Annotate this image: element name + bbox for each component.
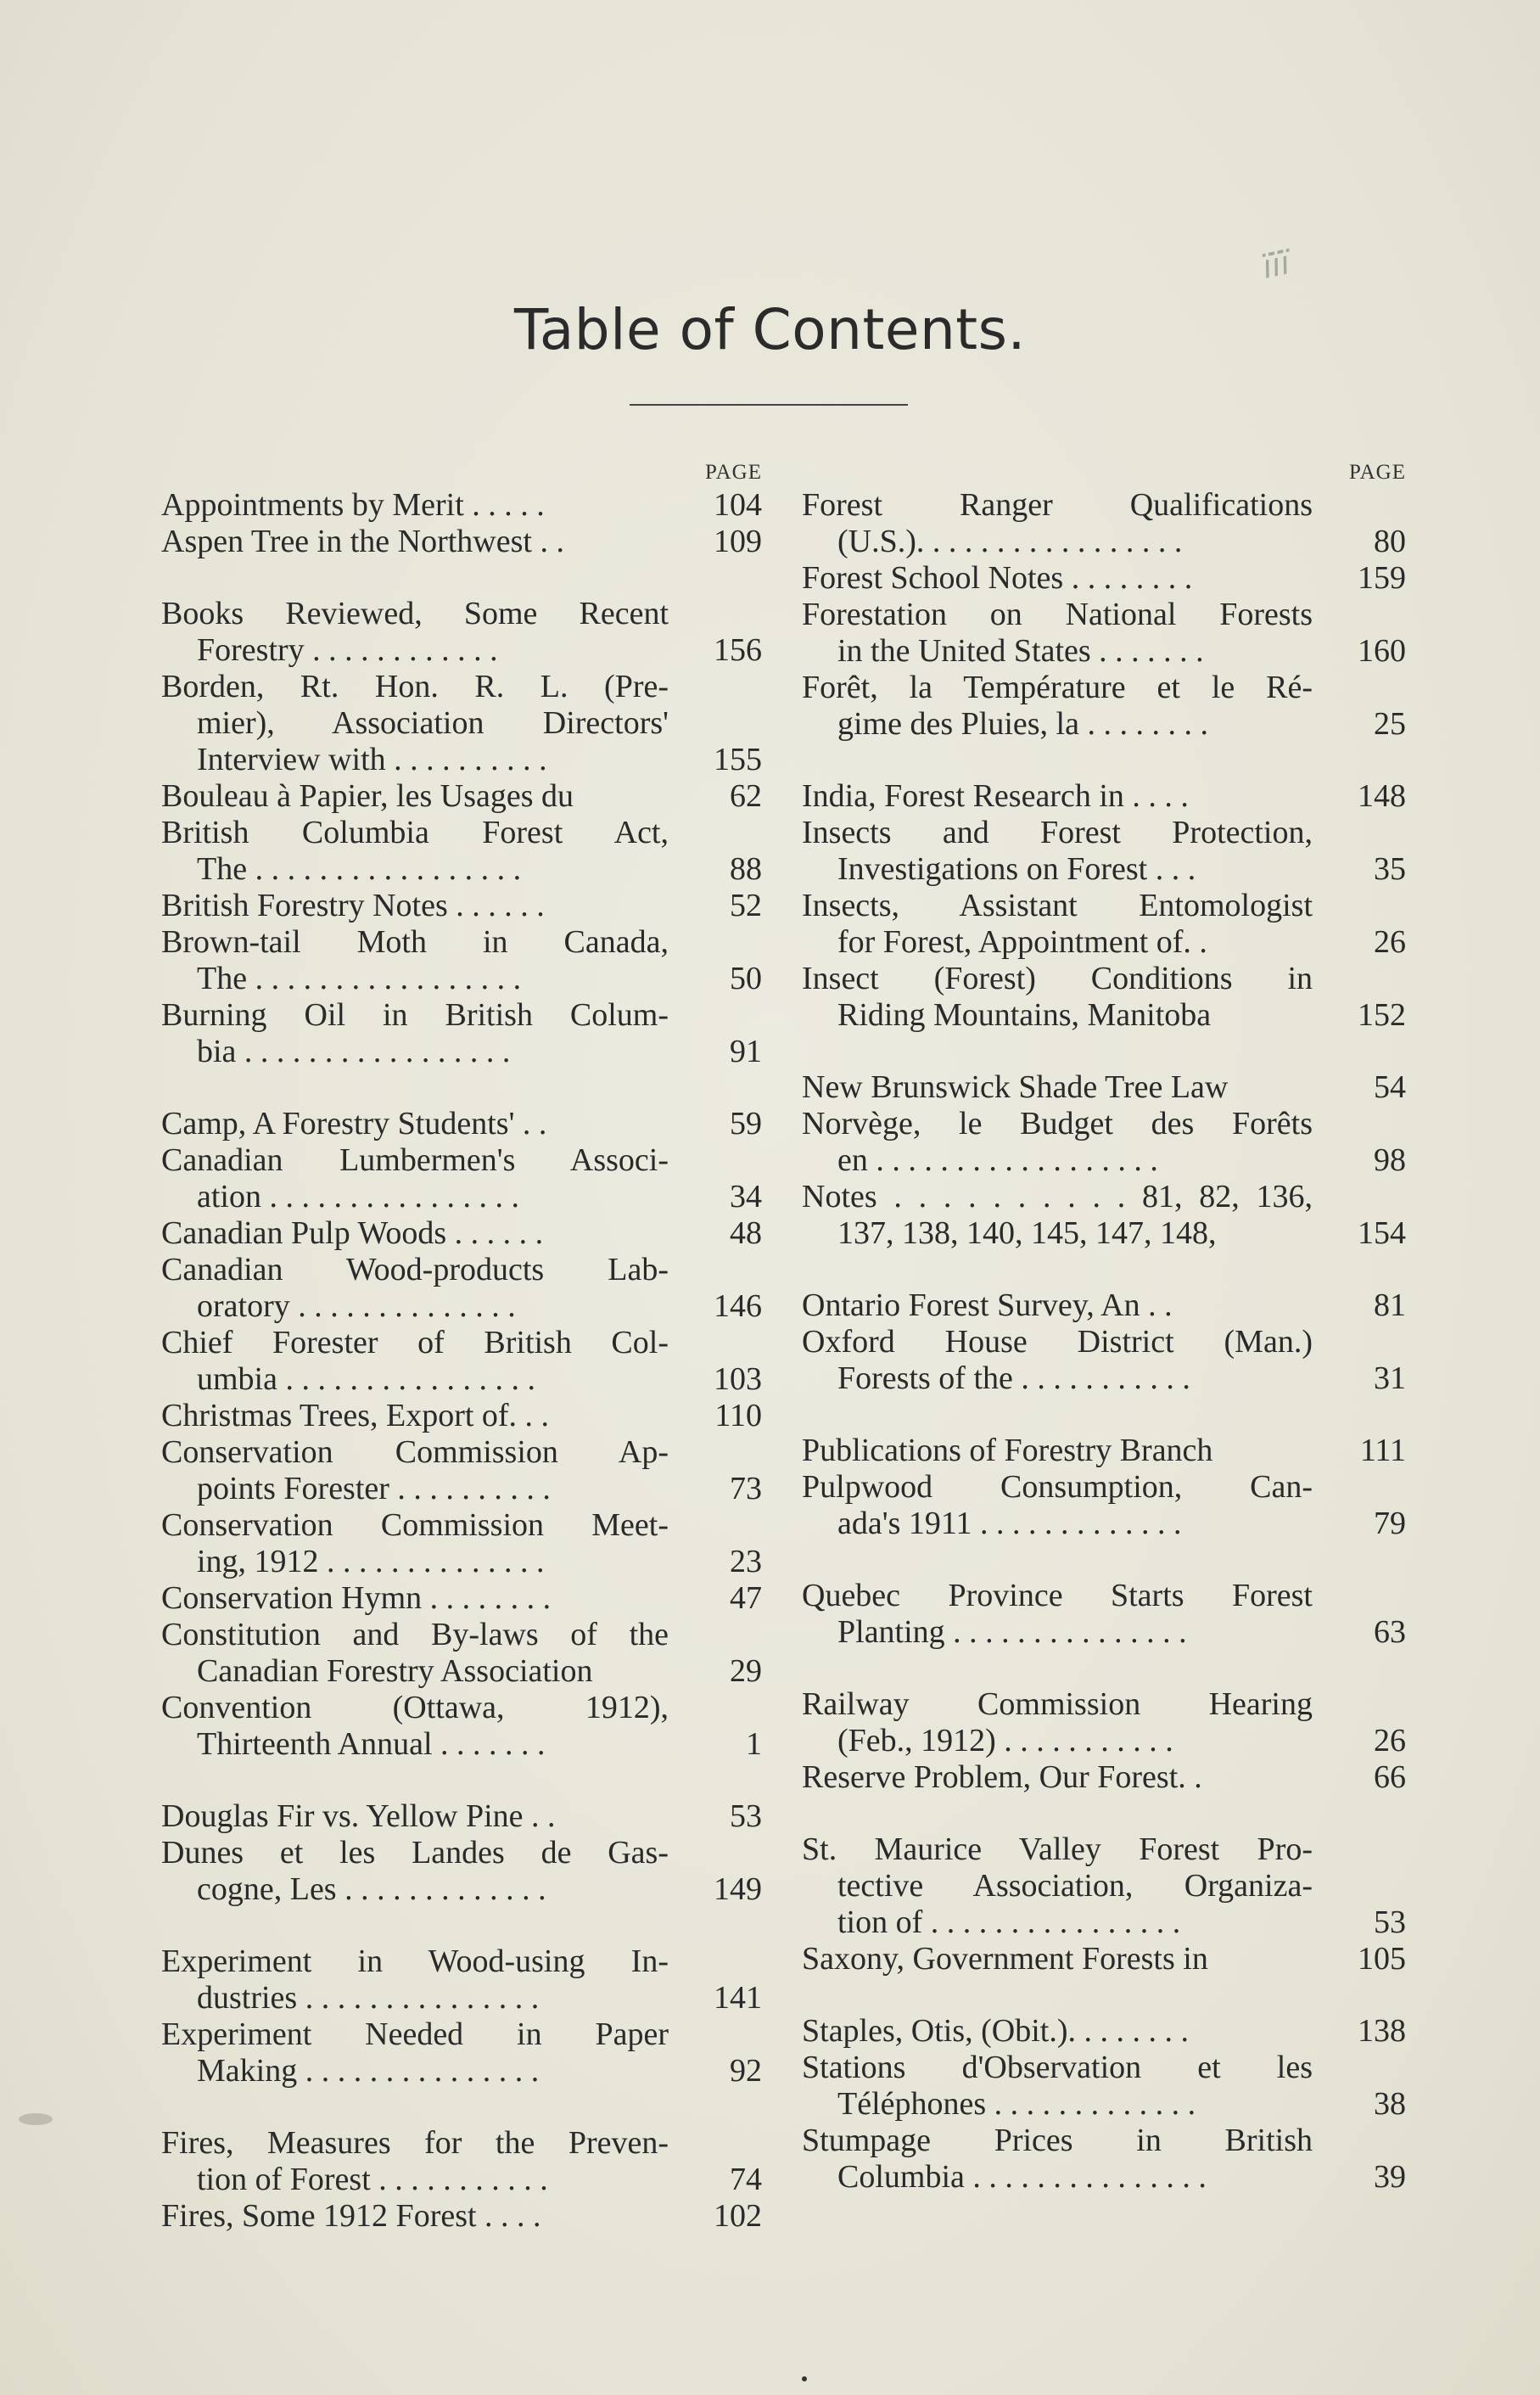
toc-entry-text: Christmas Trees, Export of. . . bbox=[161, 1398, 550, 1433]
toc-entry-text: Forests of the . . . . . . . . . . . bbox=[837, 1360, 1190, 1396]
toc-entry-text: Oxford House District (Man.) bbox=[802, 1324, 1313, 1360]
toc-entry-text: Chief Forester of British Col- bbox=[161, 1325, 669, 1360]
toc-entry-text: (U.S.). . . . . . . . . . . . . . . . . bbox=[837, 524, 1183, 559]
toc-entry-text: umbia . . . . . . . . . . . . . . . . bbox=[197, 1361, 535, 1397]
toc-entry-text: Forestry . . . . . . . . . . . . bbox=[197, 632, 498, 668]
toc-entry bbox=[802, 2050, 1406, 2123]
toc-entry-page: 160 bbox=[1358, 633, 1406, 669]
toc-entry-text: Aspen Tree in the Northwest . . bbox=[161, 524, 564, 559]
toc-entry-page: 23 bbox=[730, 1544, 762, 1579]
toc-entry-text: Convention (Ottawa, 1912), bbox=[161, 1690, 669, 1725]
toc-entry-text: Forest Ranger Qualifications bbox=[802, 487, 1313, 523]
toc-entry-text: Forest School Notes . . . . . . . . bbox=[802, 560, 1193, 596]
toc-entry bbox=[161, 1398, 762, 1434]
toc-entry-page: 110 bbox=[714, 1398, 762, 1433]
toc-entry bbox=[802, 1287, 1406, 1324]
toc-entry-text: Fires, Some 1912 Forest . . . . bbox=[161, 2198, 541, 2234]
toc-entry bbox=[802, 1069, 1406, 1106]
toc-entry-text: Dunes et les Landes de Gas- bbox=[161, 1835, 669, 1871]
toc-entry bbox=[802, 560, 1406, 597]
toc-entry-page: 91 bbox=[730, 1034, 762, 1069]
toc-entry-page: 39 bbox=[1374, 2159, 1406, 2195]
toc-entry-page: 141 bbox=[714, 1980, 762, 2016]
toc-entry bbox=[802, 1941, 1406, 1977]
toc-entry-page: 1 bbox=[746, 1726, 762, 1762]
page-speck bbox=[802, 2376, 807, 2381]
toc-entry-page: 79 bbox=[1374, 1506, 1406, 1541]
section-gap bbox=[161, 1908, 762, 1943]
toc-entry-text: Norvège, le Budget des Forêts bbox=[802, 1106, 1313, 1141]
toc-entry bbox=[802, 487, 1406, 560]
toc-entry-text: (Feb., 1912) . . . . . . . . . . . bbox=[837, 1723, 1173, 1758]
toc-entry-text: Quebec Province Starts Forest bbox=[802, 1578, 1313, 1613]
toc-entry bbox=[161, 1215, 762, 1252]
section-gap bbox=[802, 1034, 1406, 1069]
toc-entry-page: 146 bbox=[714, 1288, 762, 1324]
toc-entry bbox=[161, 2016, 762, 2089]
toc-entry-text: British Columbia Forest Act, bbox=[161, 815, 669, 850]
toc-entry-text: Forestation on National Forests bbox=[802, 597, 1313, 632]
toc-entry-text: Conservation Hymn . . . . . . . . bbox=[161, 1580, 552, 1616]
toc-entry-text: Constitution and By-laws of the bbox=[161, 1617, 669, 1652]
toc-entry-text: The . . . . . . . . . . . . . . . . . bbox=[197, 961, 522, 996]
toc-entry-text: Canadian Pulp Woods . . . . . . bbox=[161, 1215, 544, 1251]
toc-entry-text: points Forester . . . . . . . . . . bbox=[197, 1471, 551, 1506]
toc-entry-page: 74 bbox=[730, 2162, 762, 2197]
toc-entry bbox=[161, 487, 762, 524]
toc-entry-text: Investigations on Forest . . . bbox=[837, 851, 1196, 887]
toc-entry-page: 52 bbox=[730, 888, 762, 923]
toc-entry-page: 26 bbox=[1374, 1723, 1406, 1758]
section-gap bbox=[161, 2089, 762, 2125]
section-gap bbox=[161, 1070, 762, 1106]
toc-entry-page: 80 bbox=[1374, 524, 1406, 559]
toc-entry-page: 31 bbox=[1374, 1360, 1406, 1396]
toc-entry-page: 152 bbox=[1358, 997, 1406, 1033]
toc-entry-page: 50 bbox=[730, 961, 762, 996]
toc-entry bbox=[161, 888, 762, 924]
toc-entry bbox=[161, 1580, 762, 1617]
toc-entry bbox=[161, 1325, 762, 1398]
toc-entry-text: The . . . . . . . . . . . . . . . . . bbox=[197, 851, 522, 887]
page-column-header-right: PAGE bbox=[1349, 461, 1406, 484]
toc-entry bbox=[802, 1686, 1406, 1759]
toc-entry-text: Stations d'Observation et les bbox=[802, 2050, 1313, 2085]
toc-entry-text: Thirteenth Annual . . . . . . . bbox=[197, 1726, 546, 1762]
toc-entry-page: 48 bbox=[730, 1215, 762, 1251]
toc-entry bbox=[802, 1469, 1406, 1542]
toc-entry-page: 47 bbox=[730, 1580, 762, 1616]
toc-entry bbox=[802, 815, 1406, 888]
toc-entry-page: 35 bbox=[1374, 851, 1406, 887]
toc-entry-text: cogne, Les . . . . . . . . . . . . . bbox=[197, 1871, 546, 1907]
toc-entry-text: Bouleau à Papier, les Usages du bbox=[161, 778, 574, 814]
toc-entry-text: Téléphones . . . . . . . . . . . . . bbox=[837, 2086, 1196, 2122]
section-gap bbox=[161, 1763, 762, 1798]
toc-entry-page: 104 bbox=[714, 487, 762, 523]
toc-entry-text: Burning Oil in British Colum- bbox=[161, 997, 669, 1033]
toc-entry-text: New Brunswick Shade Tree Law bbox=[802, 1069, 1229, 1105]
toc-entry-text: Conservation Commission Ap- bbox=[161, 1434, 669, 1470]
section-gap bbox=[802, 1397, 1406, 1433]
toc-entry-page: 53 bbox=[1374, 1904, 1406, 1940]
toc-entry bbox=[161, 2125, 762, 2198]
toc-entry-page: 81 bbox=[1374, 1287, 1406, 1323]
contents-column-left bbox=[161, 458, 762, 2235]
toc-entry bbox=[802, 888, 1406, 961]
toc-entry-text: Experiment in Wood-using In- bbox=[161, 1943, 669, 1979]
toc-entry-text: in the United States . . . . . . . bbox=[837, 633, 1204, 669]
handwritten-mark: ïïï bbox=[1258, 244, 1293, 286]
toc-entry-text: Insects and Forest Protection, bbox=[802, 815, 1313, 850]
toc-entry-text: Railway Commission Hearing bbox=[802, 1686, 1313, 1722]
toc-entry-page: 54 bbox=[1374, 1069, 1406, 1105]
toc-entry-page: 154 bbox=[1358, 1215, 1406, 1251]
toc-entry bbox=[161, 1835, 762, 1908]
toc-entry bbox=[802, 597, 1406, 670]
toc-entry-text: tective Association, Organiza- bbox=[837, 1868, 1313, 1904]
toc-entry-text: ada's 1911 . . . . . . . . . . . . . bbox=[837, 1506, 1182, 1541]
toc-entry bbox=[161, 1798, 762, 1835]
toc-entry-page: 105 bbox=[1358, 1941, 1406, 1977]
toc-entry-text: Books Reviewed, Some Recent bbox=[161, 596, 669, 631]
toc-entry-page: 66 bbox=[1374, 1759, 1406, 1795]
section-gap bbox=[161, 560, 762, 596]
toc-entry-text: Stumpage Prices in British bbox=[802, 2123, 1313, 2158]
toc-entry-page: 59 bbox=[730, 1106, 762, 1141]
toc-entry bbox=[161, 2198, 762, 2235]
toc-entry bbox=[161, 1943, 762, 2016]
toc-entry-page: 29 bbox=[730, 1653, 762, 1689]
toc-entry-text: Columbia . . . . . . . . . . . . . . . bbox=[837, 2159, 1207, 2195]
toc-entry-text: Borden, Rt. Hon. R. L. (Pre- bbox=[161, 669, 669, 704]
toc-entry-text: oratory . . . . . . . . . . . . . . bbox=[197, 1288, 516, 1324]
toc-entry bbox=[802, 1759, 1406, 1796]
toc-entry-page: 26 bbox=[1374, 924, 1406, 960]
toc-entry bbox=[802, 961, 1406, 1034]
toc-entry-text: Canadian Wood-products Lab- bbox=[161, 1252, 669, 1287]
toc-entry-text: British Forestry Notes . . . . . . bbox=[161, 888, 545, 923]
right-entries-list bbox=[802, 487, 1406, 2196]
toc-entry-text: Conservation Commission Meet- bbox=[161, 1507, 669, 1543]
toc-entry-page: 63 bbox=[1374, 1614, 1406, 1650]
toc-entry-text: Staples, Otis, (Obit.). . . . . . . . bbox=[802, 2013, 1189, 2049]
toc-entry bbox=[161, 1142, 762, 1215]
toc-entry-text: Camp, A Forestry Students' . . bbox=[161, 1106, 547, 1141]
section-gap bbox=[802, 1542, 1406, 1578]
toc-entry-text: St. Maurice Valley Forest Pro- bbox=[802, 1831, 1313, 1867]
toc-entry-text: Pulpwood Consumption, Can- bbox=[802, 1469, 1313, 1505]
toc-entry-text: Forêt, la Température et le Ré- bbox=[802, 670, 1313, 705]
toc-entry bbox=[161, 1617, 762, 1690]
left-entries-list bbox=[161, 487, 762, 2235]
toc-entry bbox=[161, 1252, 762, 1325]
toc-entry bbox=[802, 1324, 1406, 1397]
toc-entry bbox=[161, 815, 762, 888]
toc-entry-page: 155 bbox=[714, 742, 762, 777]
toc-entry-page: 159 bbox=[1358, 560, 1406, 596]
toc-entry bbox=[802, 1831, 1406, 1941]
toc-entry-text: Insects, Assistant Entomologist bbox=[802, 888, 1313, 923]
toc-entry-text: Brown-tail Moth in Canada, bbox=[161, 924, 669, 960]
toc-entry bbox=[802, 1179, 1406, 1252]
toc-entry-page: 111 bbox=[1359, 1433, 1406, 1468]
toc-entry-page: 102 bbox=[714, 2198, 762, 2234]
toc-entry bbox=[161, 1690, 762, 1763]
toc-entry-text: Fires, Measures for the Preven- bbox=[161, 2125, 669, 2161]
toc-entry-text: Reserve Problem, Our Forest. . bbox=[802, 1759, 1202, 1795]
toc-entry-text: Riding Mountains, Manitoba bbox=[837, 997, 1212, 1033]
toc-entry-page: 92 bbox=[730, 2053, 762, 2089]
toc-entry-page: 38 bbox=[1374, 2086, 1406, 2122]
page-column-header-left: PAGE bbox=[705, 461, 762, 484]
toc-entry bbox=[802, 2013, 1406, 2050]
toc-entry bbox=[161, 778, 762, 815]
toc-entry-page: 25 bbox=[1374, 706, 1406, 742]
toc-entry-text: Interview with . . . . . . . . . . bbox=[197, 742, 547, 777]
toc-entry-text: dustries . . . . . . . . . . . . . . . bbox=[197, 1980, 540, 2016]
toc-entry-page: 138 bbox=[1358, 2013, 1406, 2049]
toc-entry bbox=[802, 1106, 1406, 1179]
toc-entry-text: bia . . . . . . . . . . . . . . . . . bbox=[197, 1034, 511, 1069]
toc-entry-text: Insect (Forest) Conditions in bbox=[802, 961, 1313, 996]
section-gap bbox=[802, 743, 1406, 778]
toc-entry-text: for Forest, Appointment of. . bbox=[837, 924, 1207, 960]
toc-entry-text: Douglas Fir vs. Yellow Pine . . bbox=[161, 1798, 556, 1834]
toc-entry-text: tion of . . . . . . . . . . . . . . . . bbox=[837, 1904, 1181, 1940]
toc-entry-page: 73 bbox=[730, 1471, 762, 1506]
toc-entry-page: 103 bbox=[714, 1361, 762, 1397]
toc-entry-text: India, Forest Research in . . . . bbox=[802, 778, 1189, 814]
toc-entry bbox=[802, 778, 1406, 815]
toc-entry-text: Saxony, Government Forests in bbox=[802, 1941, 1208, 1977]
toc-entry-text: Ontario Forest Survey, An . . bbox=[802, 1287, 1173, 1323]
toc-entry bbox=[161, 997, 762, 1070]
title-rule bbox=[630, 404, 908, 406]
toc-entry-text: 137, 138, 140, 145, 147, 148, bbox=[837, 1215, 1217, 1251]
toc-entry-page: 148 bbox=[1358, 778, 1406, 814]
section-gap bbox=[802, 1796, 1406, 1831]
toc-entry bbox=[161, 596, 762, 669]
toc-entry bbox=[161, 1106, 762, 1142]
toc-entry-text: tion of Forest . . . . . . . . . . . bbox=[197, 2162, 548, 2197]
toc-entry bbox=[161, 669, 762, 778]
toc-entry-text: Planting . . . . . . . . . . . . . . . bbox=[837, 1614, 1187, 1650]
toc-entry-text: Experiment Needed in Paper bbox=[161, 2016, 669, 2052]
toc-entry-text: Making . . . . . . . . . . . . . . . bbox=[197, 2053, 540, 2089]
toc-entry bbox=[161, 1434, 762, 1507]
toc-entry bbox=[802, 1433, 1406, 1469]
toc-entry-text: Publications of Forestry Branch bbox=[802, 1433, 1213, 1468]
toc-entry-page: 109 bbox=[714, 524, 762, 559]
toc-entry-text: gime des Pluies, la . . . . . . . . bbox=[837, 706, 1208, 742]
toc-entry-page: 62 bbox=[730, 778, 762, 814]
toc-entry-page: 34 bbox=[730, 1179, 762, 1214]
section-gap bbox=[802, 1977, 1406, 2013]
toc-entry-page: 156 bbox=[714, 632, 762, 668]
contents-column-right bbox=[802, 458, 1406, 2196]
toc-entry bbox=[802, 2123, 1406, 2196]
toc-entry bbox=[161, 924, 762, 997]
toc-entry-text: Canadian Forestry Association bbox=[197, 1653, 593, 1689]
toc-entry-text: Notes . . . . . . . . . . 81, 82, 136, bbox=[802, 1179, 1313, 1214]
toc-entry-text: ing, 1912 . . . . . . . . . . . . . . bbox=[197, 1544, 545, 1579]
toc-entry-page: 53 bbox=[730, 1798, 762, 1834]
toc-entry-page: 149 bbox=[714, 1871, 762, 1907]
section-gap bbox=[802, 1252, 1406, 1287]
page-title: Table of Contents. bbox=[513, 297, 1027, 362]
toc-entry bbox=[802, 670, 1406, 743]
toc-entry-text: en . . . . . . . . . . . . . . . . . . bbox=[837, 1142, 1158, 1178]
section-gap bbox=[802, 1651, 1406, 1686]
toc-entry bbox=[161, 1507, 762, 1580]
toc-entry bbox=[802, 1578, 1406, 1651]
toc-entry-page: 98 bbox=[1374, 1142, 1406, 1178]
page-smudge bbox=[19, 2113, 53, 2125]
toc-entry-text: mier), Association Directors' bbox=[197, 705, 669, 741]
toc-entry bbox=[161, 524, 762, 560]
toc-entry-text: ation . . . . . . . . . . . . . . . . bbox=[197, 1179, 519, 1214]
toc-entry-page: 88 bbox=[730, 851, 762, 887]
toc-entry-text: Appointments by Merit . . . . . bbox=[161, 487, 545, 523]
toc-entry-text: Canadian Lumbermen's Associ- bbox=[161, 1142, 669, 1178]
